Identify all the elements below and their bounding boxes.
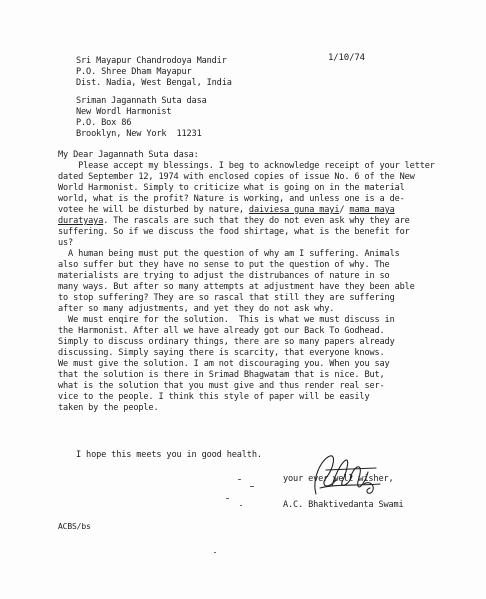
recipient-line-1: Sriman Jagannath Suta dasa <box>76 96 207 106</box>
sender-line-2: P.O. Shree Dham Mayapur <box>76 67 192 77</box>
body-line: taken by the people. <box>58 403 159 413</box>
body-line: . The rascals are such that they do not even ask why they are <box>103 216 410 226</box>
body-line: to stop suffering? They are so rascal that still they are suffering <box>58 293 395 303</box>
sanskrit-quote-1: daiviesa guna mayi <box>248 205 340 215</box>
body-line: / <box>339 205 350 215</box>
recipient-line-4: Brooklyn, New York 11231 <box>76 129 202 139</box>
closing-line: I hope this meets you in good health. <box>76 450 262 460</box>
scan-mark <box>240 505 242 506</box>
body-line: World Harmonist. Simply to criticize what is going on in the material <box>58 183 405 193</box>
body-line: dated September 12, 1974 with enclosed copies of issue No. 6 of the New <box>58 172 415 182</box>
typist-initials: ACBS/bs <box>58 522 91 531</box>
scan-mark <box>214 552 216 553</box>
body-line: that the solution is there in Srimad Bhagwatam that is nice. But, <box>58 370 385 380</box>
scan-mark <box>238 479 241 480</box>
body-line: what is the solution that you must give and thus render real ser- <box>58 381 385 391</box>
sanskrit-quote-3: duratyaya <box>58 216 104 226</box>
sanskrit-quote-2: mama maya <box>349 205 395 215</box>
recipient-line-3: P.O. Box 86 <box>76 118 132 128</box>
body-line: Please accept my blessings. I beg to acknowledge receipt of your letter <box>58 161 435 171</box>
body-line: us? <box>58 238 74 248</box>
recipient-address <box>76 96 207 140</box>
recipient-line-2: New Wordl Harmonist <box>76 107 172 117</box>
letter-body <box>58 161 435 414</box>
body-line: Simply to discuss ordinary things, there are so many papers already <box>58 337 395 347</box>
body-line: We must give the solution. I am not discouraging you. When you say <box>58 359 390 369</box>
valediction: your ever well wisher, <box>283 474 394 484</box>
body-line: after so many adjustments, and yet they do not ask why. <box>58 304 335 314</box>
scan-mark <box>250 486 254 487</box>
body-line: vice to the people. I think this style of paper will be easily <box>58 392 370 402</box>
body-line: many ways. But after so many attempts at adjustment have they been able <box>58 282 415 292</box>
body-line: A human being must put the question of why am I suffering. Animals <box>58 249 400 259</box>
body-line: We must enqire for the solution. This is what we must discuss in <box>58 315 395 325</box>
signature-name: A.C. Bhaktivedanta Swami <box>283 500 404 510</box>
sender-line-3: Dist. Nadia, West Bengal, India <box>76 78 232 88</box>
body-line: discussing. Simply saying there is scarcity, that everyone knows. <box>58 348 385 358</box>
sender-line-1: Sri Mayapur Chandrodoya Mandir <box>76 56 227 66</box>
scan-mark <box>226 498 229 499</box>
body-line: materialists are trying to adjust the distrubances of nature in so <box>58 271 390 281</box>
salutation: My Dear Jagannath Suta dasa: <box>58 150 199 160</box>
letter-date: 1/10/74 <box>328 53 365 63</box>
body-line: suffering. So if we discuss the food shirtage, what is the benefit for <box>58 227 410 237</box>
body-line: the Harmonist. After all we have already got our Back To Godhead. <box>58 326 385 336</box>
sender-address <box>76 56 232 89</box>
body-line: votee he will be disturbed by nature, <box>58 205 249 215</box>
body-line: world, what is the profit? Nature is working, and unless one is a de- <box>58 194 405 204</box>
body-line: also suffer but they have no sense to put the question of why. The <box>58 260 390 270</box>
